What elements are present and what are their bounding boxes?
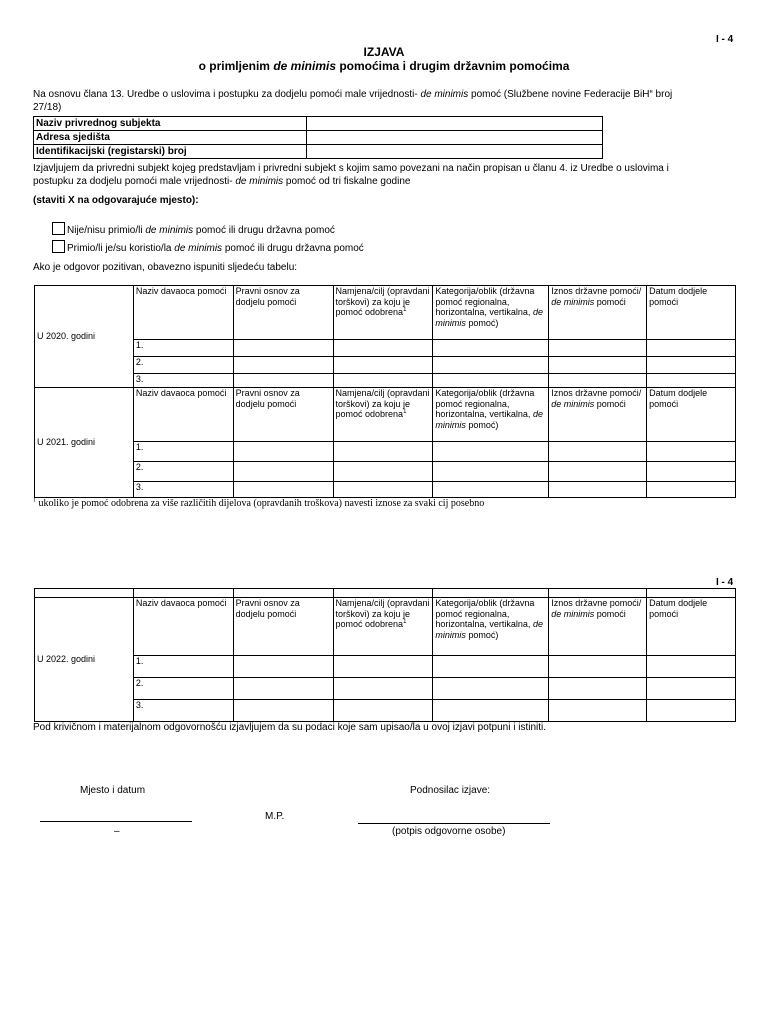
intro-paragraph: Na osnovu člana 13. Uredbe o uslovima i postupku za dodjelu pomoći male vrijednosti- de minimis pomoć (Službene novine Federacije BiH“ broj 27/18) [33,89,673,113]
header-amount: Iznos državne pomoći/ de minimis pomoći [549,598,647,656]
option-not-received[interactable]: Nije/nisu primio/li de minimis pomoć ili drugu državna pomoć [52,222,335,236]
table-row: 3. [35,374,736,388]
signature-line[interactable] [358,823,550,824]
header-category: Kategorija/oblik (državna pomoć regionalna, horizontalna, vertikalna, de minimis pomoć) [433,598,549,656]
year-label: U 2021. godini [35,388,134,498]
option-received[interactable]: Primio/li je/su koristio/la de minimis pomoć ili drugu državna pomoć [52,240,364,254]
info-label-id: Identifikacijski (registarski) broj [34,145,307,159]
header-grantor: Naziv davaoca pomoći [133,286,233,340]
place-date-label: Mjesto i datum [80,785,146,796]
header-purpose: Namjena/cilj (opravdani torškovi) za koju je pomoć odobrena$^1$ [333,286,433,340]
info-value-id[interactable] [307,145,603,159]
header-date: Datum dodjele pomoći [647,286,736,340]
table-row: 2. [35,357,736,374]
info-value-name[interactable] [307,117,603,131]
instruction-text: (staviti X na odgovarajuće mjesto): [33,195,199,206]
applicant-label: Podnosilac izjave: [410,785,491,796]
subject-info-table [33,116,603,159]
table-row: 3. [35,482,736,498]
header-amount: Iznos državne pomoći/ de minimis pomoći [549,388,647,442]
signature-note: (potpis odgovorne osobe) [392,826,506,837]
header-category: Kategorija/oblik (državna pomoć regionalna, horizontalna, vertikalna, de minimis pomoć) [433,286,549,340]
declaration-paragraph: Izjavljujem da privredni subjekt kojeg predstavljam i privredni subjekt s kojim samo povezani na način propisan u članu 4. iz Uredbe o uslovima i postupku za dodjelu pomoći male vrijednosti- de minimis pomoć od tri fiskalne godine [33,163,669,187]
header-legal-basis: Pravni osnov za dodjelu pomoći [233,598,333,656]
table-row: 2. [35,678,736,700]
header-grantor: Naziv davaoca pomoći [133,388,233,442]
aid-table-1 [34,285,736,498]
header-amount: Iznos državne pomoći/ de minimis pomoći [549,286,647,340]
info-label-name: Naziv privrednog subjekta [34,117,307,131]
header-date: Datum dodjele pomoći [647,598,736,656]
table-row: 1. [35,656,736,678]
place-date-line[interactable] [40,821,192,822]
table-row: 2. [35,462,736,482]
header-purpose: Namjena/cilj (opravdani torškovi) za koju je pomoć odobrena$^1$ [333,388,433,442]
underscore-mark: – [114,826,120,837]
aid-table-2 [34,588,736,722]
table-row: 1. [35,442,736,462]
page-title: IZJAVA [363,45,405,59]
header-date: Datum dodjele pomoći [647,388,736,442]
header-grantor: Naziv davaoca pomoći [133,598,233,656]
page-code-2: I - 4 [716,577,734,588]
checkbox[interactable] [52,240,65,253]
page-subtitle: o primljenim de minimis pomoćima i drugim državnim pomoćima [198,59,570,73]
header-category: Kategorija/oblik (državna pomoć regionalna, horizontalna, vertikalna, de minimis pomoć) [433,388,549,442]
header-legal-basis: Pravni osnov za dodjelu pomoći [233,286,333,340]
footnote: $^1$ ukoliko je pomoć odobrena za više različitih dijelova (opravdanih troškova) navesti iznose za svaki cij posebno [33,497,485,509]
year-label: U 2022. godini [35,598,134,722]
info-value-address[interactable] [307,131,603,145]
page-code: I - 4 [716,34,734,45]
info-label-address: Adresa sjedišta [34,131,307,145]
table-row: 1. [35,340,736,357]
header-purpose: Namjena/cilj (opravdani torškovi) za koju je pomoć odobrena$^1$ [333,598,433,656]
table-row: 3. [35,700,736,722]
year-label: U 2020. godini [35,286,134,388]
stamp-label: M.P. [265,811,285,822]
checkbox[interactable] [52,222,65,235]
table-intro: Ako je odgovor pozitivan, obavezno ispuniti sljedeću tabelu: [33,262,298,273]
header-legal-basis: Pravni osnov za dodjelu pomoći [233,388,333,442]
closing-statement: Pod krivičnom i materijalnom odgovornošću izjavljujem da su podaci koje sam upisao/la u ovoj izjavi potpuni i istiniti. [33,722,547,733]
